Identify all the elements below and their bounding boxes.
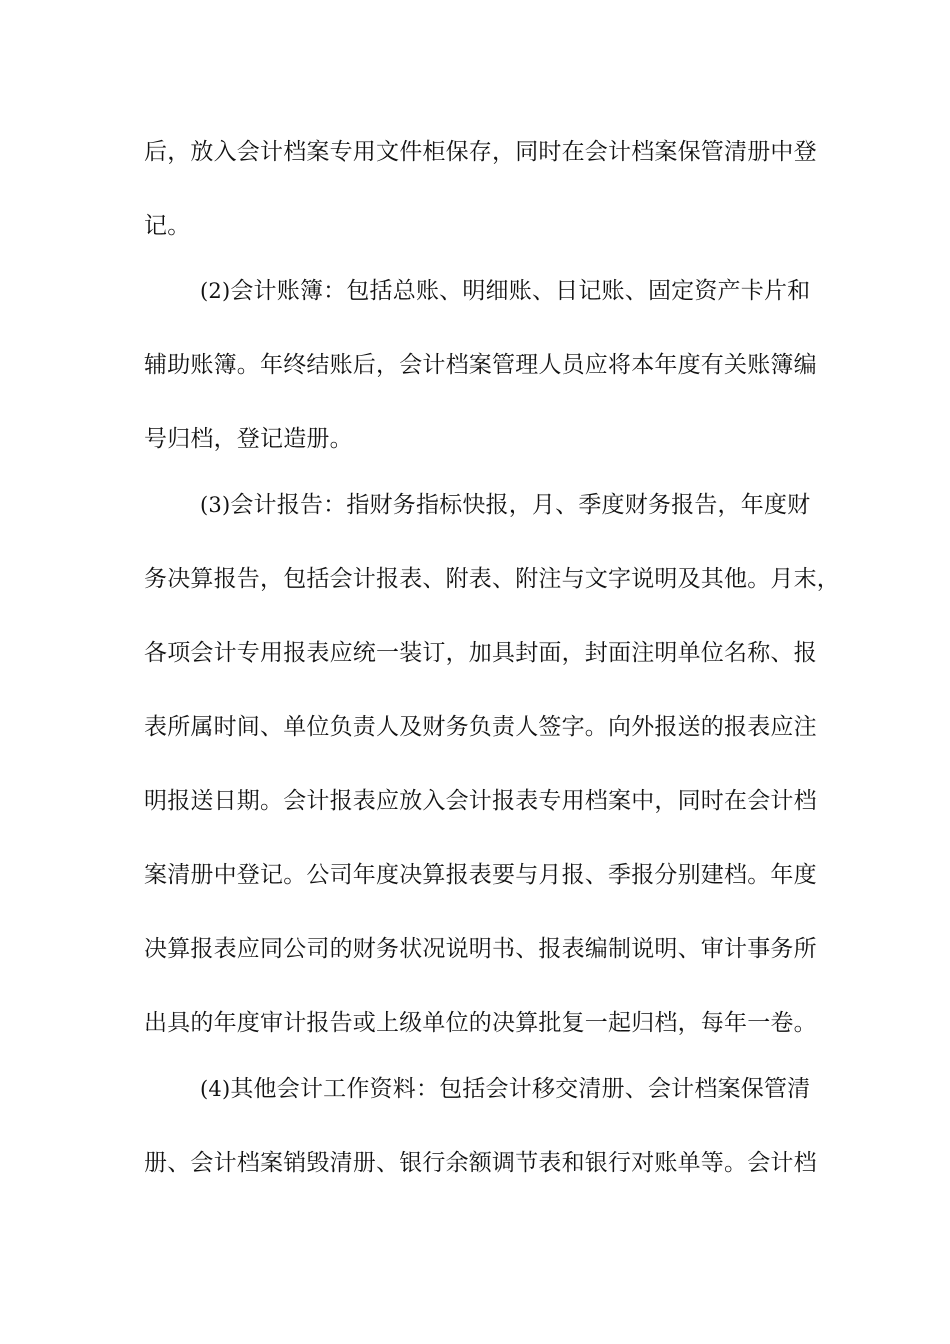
text-line: [144, 934, 824, 964]
text-line: [144, 638, 824, 668]
text-line: [144, 712, 824, 742]
line-text: 后，放入会计档案专用文件柜保存，同时在会计档案保管清册中登: [144, 139, 817, 165]
line-text: 表所属时间、单位负责人及财务负责人签字。向外报送的报表应注: [144, 714, 817, 740]
text-line: [144, 786, 824, 816]
paragraph-start-line: [200, 490, 880, 520]
text-line: [144, 137, 824, 167]
line-text: 号归档，登记造册。: [144, 426, 353, 452]
line-text: 会计账簿：包括总账、明细账、日记账、固定资产卡片和: [230, 278, 811, 304]
line-text: 决算报表应同公司的财务状况说明书、报表编制说明、审计事务所: [144, 936, 817, 962]
line-text: 辅助账簿。年终结账后，会计档案管理人员应将本年度有关账簿编: [144, 352, 817, 378]
line-text: 各项会计专用报表应统一装订，加具封面，封面注明单位名称、报: [144, 640, 817, 666]
line-text: 会计报告：指财务指标快报，月、季度财务报告，年度财: [230, 492, 811, 518]
line-text: 务决算报告，包括会计报表、附表、附注与文字说明及其他。月末，: [144, 566, 840, 592]
line-text: 册、会计档案销毁清册、银行余额调节表和银行对账单等。会计档: [144, 1150, 817, 1176]
line-text: 记。: [144, 213, 191, 239]
text-line: [144, 564, 840, 594]
text-line: [144, 1008, 824, 1038]
text-line: [144, 860, 824, 890]
line-text: 案清册中登记。公司年度决算报表要与月报、季报分别建档。年度: [144, 862, 817, 888]
item-number: (3): [200, 493, 231, 517]
text-line: [144, 350, 824, 380]
line-text: 其他会计工作资料：包括会计移交清册、会计档案保管清: [230, 1076, 811, 1102]
line-text: 出具的年度审计报告或上级单位的决算批复一起归档，每年一卷。: [144, 1010, 817, 1036]
line-text: 明报送日期。会计报表应放入会计报表专用档案中，同时在会计档: [144, 788, 817, 814]
item-number: (2): [200, 279, 231, 303]
paragraph-start-line: [200, 276, 880, 306]
text-line: [144, 211, 824, 241]
text-line: [144, 1148, 824, 1178]
paragraph-start-line: [200, 1074, 880, 1104]
item-number: (4): [200, 1077, 231, 1101]
text-line: [144, 424, 824, 454]
